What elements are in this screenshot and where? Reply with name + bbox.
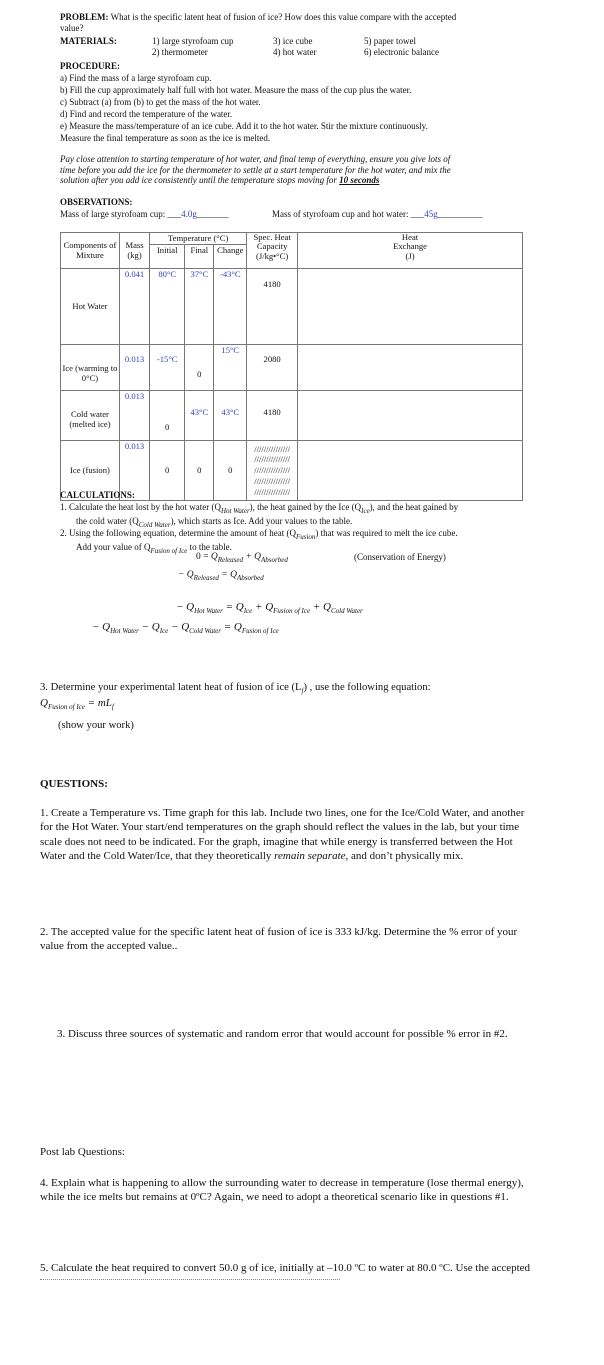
row-heat	[298, 441, 523, 501]
question-4: 4. Explain what is happening to allow the surrounding water to decrease in temperature (lose thermal energy), while the ice melts but remains at 0ºC? Again, we need to adopt a theoretical scenario like in questions #1.	[40, 1177, 524, 1204]
observations-label: OBSERVATIONS:	[60, 197, 133, 207]
row-spec-hatch: /////////////// /////////////// /////////////// /////////////// ///////////////	[247, 441, 298, 501]
header-initial: Initial	[150, 245, 185, 269]
question-5: 5. Calculate the heat required to convert 50.0 g of ice, initially at –10.0 ºC to water at 80.0 ºC. Use the accepted	[40, 1262, 531, 1274]
row-name: Cold water (melted ice)	[61, 391, 120, 441]
cup-mass-value: 4.0g	[181, 209, 197, 219]
procedure-step-b: b) Fill the cup approximately half full with hot water. Measure the mass of the cup plus the water.	[60, 84, 412, 95]
header-mass: Mass (kg)	[119, 233, 149, 269]
header-change: Change	[214, 245, 247, 269]
material-6: 6) electronic balance	[364, 47, 439, 57]
procedure-step-c: c) Subtract (a) from (b) to get the mass of the hot water.	[60, 96, 261, 107]
equation-latent-heat: $Q_{Fusion of Ice} = mL_f$	[40, 697, 114, 711]
procedure-section	[60, 61, 540, 145]
row-final: 0	[185, 345, 214, 391]
table-row-hot-water	[61, 269, 523, 345]
material-4: 4) hot water	[273, 47, 317, 57]
cup-water-line: Mass of styrofoam cup and hot water: ___45g__________	[272, 209, 483, 219]
row-final: 43°C	[185, 391, 214, 441]
header-final: Final	[185, 245, 214, 269]
show-work: (show your work)	[58, 720, 134, 731]
post-lab-label: Post lab Questions:	[40, 1146, 125, 1158]
cup-water-value: 45g	[424, 209, 438, 219]
procedure-note-emphasis: 10 seconds	[339, 175, 380, 186]
procedure-step-d: d) Find and record the temperature of the water.	[60, 108, 233, 119]
conservation-note: (Conservation of Energy)	[354, 552, 446, 562]
equation-fusion: − $Q_{Hot Water} - Q_{Ice} - Q_{Cold Water} = Q_{Fusion of Ice}$	[92, 621, 279, 635]
row-change: 15°C	[214, 345, 247, 391]
question-2: 2. The accepted value for the specific latent heat of fusion of ice is 333 kJ/kg. Determine the % error of your value from the accepted value..	[40, 926, 518, 953]
equation-hot-water: − $Q_{Hot Water} = Q_{Ice} + Q_{Fusion of Ice} + Q_{Cold Water}$	[176, 601, 363, 615]
row-mass: 0.013	[119, 391, 149, 441]
material-1: 1) large styrofoam cup	[152, 36, 234, 46]
procedure-note: Pay close attention to starting temperature of hot water, and final temp of everything, ensure you give lots of time before you add the ice for the thermometer to settle at a start temperature for the hot water, and mix the solution after you add ice consistently until the temperature stops moving for 10 seconds	[60, 154, 451, 186]
procedure-step-a: a) Find the mass of a large styrofoam cup.	[60, 72, 212, 83]
row-final: 0	[185, 441, 214, 501]
question-1: 1. Create a Temperature vs. Time graph for this lab. Include two lines, one for the Ice/Cold Water, and another for the Hot Water. Your start/end temperatures on the graph should reflect the values in the lab, but your time scale does not need to be indicated. For the graph, imagine that while energy is transferred between the Hot Water and the Cold Water/Ice, that they theoretically remain separate, and don’t physically mix.	[40, 807, 525, 862]
problem-section	[60, 12, 530, 34]
procedure-step-e-cont: Measure the final temperature as soon as the ice is melted.	[60, 132, 271, 143]
row-change: -43°C	[214, 269, 247, 345]
header-components: Components of Mixture	[61, 233, 120, 269]
equation-released-absorbed: − $Q_{Released} = Q_{Absorbed}$	[178, 570, 264, 582]
header-spec-heat: Spec. Heat Capacity (J/kg•°C)	[247, 233, 298, 269]
table-row-ice-warming	[61, 345, 523, 391]
row-change: 0	[214, 441, 247, 501]
material-3: 3) ice cube	[273, 36, 313, 46]
row-initial: 0	[150, 441, 185, 501]
materials-label: MATERIALS:	[60, 36, 117, 46]
row-initial: -15°C	[150, 345, 185, 391]
calculations-item-2: 2. Using the following equation, determine the amount of heat $(Q_{Fusion})$ that was required to melt the ice cube. Add your value of $Q_{Fusion of Ice}$ to the table.	[60, 528, 458, 556]
problem-label: PROBLEM:	[60, 12, 109, 22]
row-mass: 0.013	[119, 345, 149, 391]
cup-mass-line: Mass of large styrofoam cup: ___4.0g_______	[60, 209, 229, 219]
calculations-item-1: 1. Calculate the heat lost by the hot water $(Q_{Hot Water})$, the heat gained by the Ice $(Q_{Ice})$, and the heat gained by the cold water $(Q_{Cold Water})$, which starts as Ice. Add your values to the table.	[60, 502, 459, 530]
header-temperature: Temperature (°C)	[150, 233, 247, 245]
row-spec: 2080	[247, 345, 298, 391]
question-3: 3. Discuss three sources of systematic and random error that would account for possible % error in #2.	[57, 1028, 508, 1040]
observation-table	[60, 232, 523, 501]
equation-conservation: $0 = Q_{Released} + Q_{Absorbed}$	[196, 552, 288, 564]
row-spec: 4180	[247, 391, 298, 441]
row-spec: 4180	[247, 269, 298, 345]
questions-label: QUESTIONS:	[40, 778, 108, 790]
row-heat	[298, 391, 523, 441]
row-initial: 80°C	[150, 269, 185, 345]
problem-text-2: value?	[60, 22, 84, 33]
row-mass: 0.013	[119, 441, 149, 501]
row-name: Ice (warming to 0°C)	[61, 345, 120, 391]
row-change: 43°C	[214, 391, 247, 441]
procedure-step-e: e) Measure the mass/temperature of an ice cube. Add it to the hot water. Stir the mixture continuously.	[60, 120, 428, 131]
header-heat-exchange: Heat Exchange (J)	[298, 233, 523, 269]
row-final: 37°C	[185, 269, 214, 345]
row-name: Hot Water	[61, 269, 120, 345]
row-mass: 0.041	[119, 269, 149, 345]
calculations-label: CALCULATIONS:	[60, 490, 135, 500]
step-3: 3. Determine your experimental latent heat of fusion of ice $(L_f)$ , use the following equation:	[40, 682, 431, 695]
problem-text: What is the specific latent heat of fusion of ice? How does this value compare with the accepted	[110, 12, 457, 22]
table-row-cold-water	[61, 391, 523, 441]
material-2: 2) thermometer	[152, 47, 208, 57]
row-name: Ice (fusion)	[61, 441, 120, 501]
row-heat	[298, 269, 523, 345]
cutoff-text-remnant	[40, 1278, 340, 1282]
procedure-label: PROCEDURE:	[60, 61, 120, 71]
row-initial: 0	[150, 391, 185, 441]
material-5: 5) paper towel	[364, 36, 416, 46]
row-heat	[298, 345, 523, 391]
